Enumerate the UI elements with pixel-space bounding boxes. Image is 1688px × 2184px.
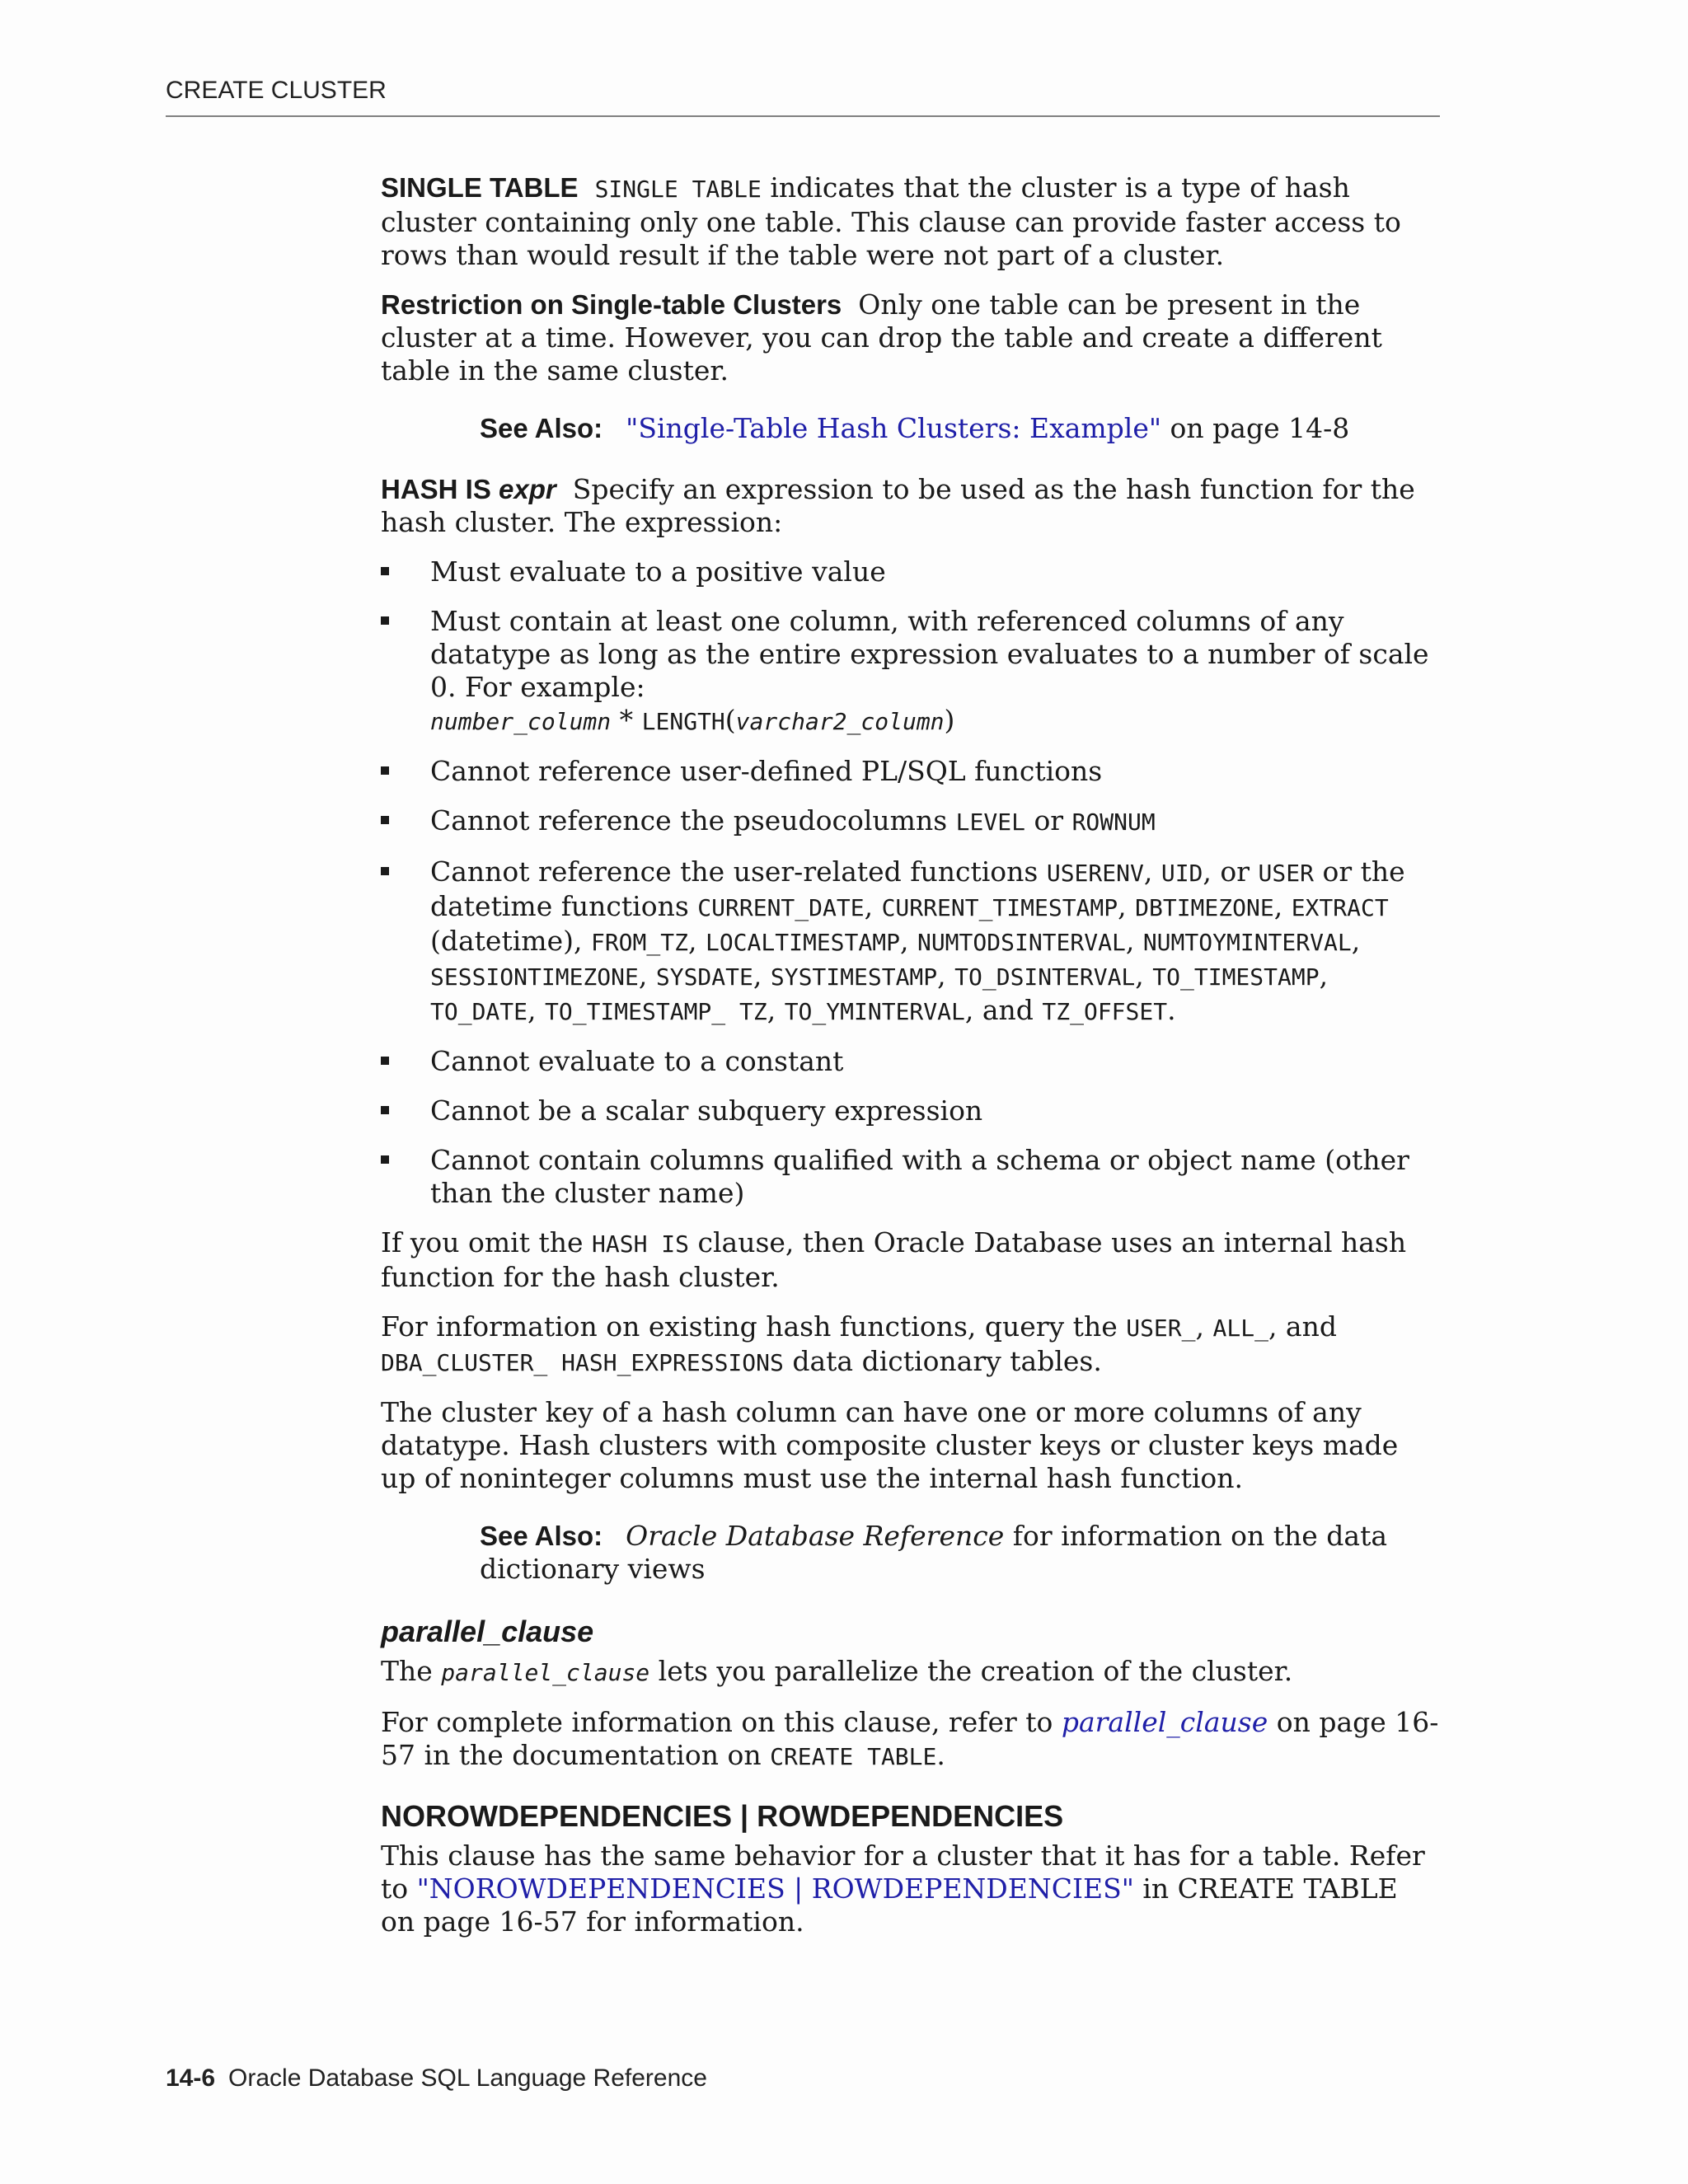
code-function: USER (1258, 860, 1314, 887)
rowdependencies-heading: NOROWDEPENDENCIES | ROWDEPENDENCIES (381, 1799, 1064, 1833)
hash-is-expr-label: expr (499, 474, 556, 504)
paragraph-text: data dictionary tables. (783, 1345, 1102, 1377)
parallel-clause-paragraph-2 (381, 1706, 1440, 1774)
see-also-2-label: See Also: (480, 1521, 603, 1551)
code-hash-is: HASH IS (592, 1230, 690, 1258)
code-function: TO_YMINTERVAL (784, 998, 965, 1025)
paragraph-text: For information on existing hash functions, query the (381, 1310, 1127, 1343)
omit-hash-is-paragraph (381, 1226, 1440, 1294)
list-item-text: Cannot evaluate to a constant (430, 1045, 844, 1077)
code-function: SYSDATE (655, 963, 753, 991)
paren-open: ( (724, 704, 736, 736)
code-function: CURRENT_TIMESTAMP (881, 894, 1118, 921)
code-function: USERENV (1046, 860, 1144, 887)
header-rule (166, 115, 1440, 117)
code-all-prefix: ALL_ (1212, 1315, 1268, 1342)
list-item (381, 555, 1440, 588)
list-item (381, 1045, 1440, 1078)
list-item-text: Cannot reference the user-related functions (430, 855, 1047, 888)
parallel-clause-link[interactable]: parallel_clause (1061, 1706, 1268, 1738)
bullet-icon (381, 1155, 389, 1164)
list-item: Cannot reference the user-related functions USERENV, UID, or USER or the datetime functions CURRENT_DATE, CURRENT_TIMESTAMP, DBTIMEZONE, EXTRACT (datetime), FROM_TZ, LOCALTIMESTAMP, NUMTODSINTERVAL, NUMTOYMINTERVAL, SESSIONTIMEZONE, SYSDATE, SYSTIMESTAMP, TO_DSINTERVAL, TO_TIMESTAMP, TO_DATE, TO_TIMESTAMP_ TZ, TO_YMINTERVAL, and TZ_OFFSET. (381, 855, 1440, 1029)
operator-text: * (611, 704, 642, 736)
code-function: SYSTIMESTAMP (770, 963, 938, 991)
list-item (381, 755, 1440, 788)
code-function: LOCALTIMESTAMP (705, 929, 900, 956)
paragraph-text: in CREATE TABLE on page 16-57 for information. (381, 1872, 1398, 1938)
running-head: CREATE CLUSTER (166, 77, 387, 104)
hash-is-paragraph (381, 473, 1440, 539)
list-item-text: Cannot contain columns qualified with a schema or object name (other than the cluster name) (430, 1144, 1409, 1209)
list-item (381, 1144, 1440, 1210)
paragraph-text: clause, then Oracle Database uses an internal hash function for the hash cluster. (381, 1226, 1407, 1293)
code-function: NUMTODSINTERVAL (917, 929, 1126, 956)
bullet-icon (381, 1106, 389, 1114)
code-number-column: number_column (430, 708, 612, 735)
code-dba-cluster-hash-expressions: DBA_CLUSTER_ HASH_EXPRESSIONS (381, 1349, 784, 1376)
single-table-paragraph (381, 171, 1440, 272)
paragraph-text: The (381, 1655, 442, 1687)
code-parallel-clause: parallel_clause (441, 1659, 650, 1686)
list-item-text: Cannot reference the pseudocolumns (430, 804, 956, 837)
list-item (381, 605, 1440, 738)
bullet-icon (381, 867, 389, 875)
hash-functions-info-paragraph: For information on existing hash functions, query the USER_, ALL_, and DBA_CLUSTER_ HASH_EXPRESSIONS data dictionary tables. (381, 1310, 1337, 1377)
see-also-1-label: See Also: (480, 413, 603, 443)
list-item-text: Cannot be a scalar subquery expression (430, 1094, 983, 1127)
datetime-text: (datetime), (430, 925, 591, 957)
code-function: NUMTOYMINTERVAL (1142, 929, 1352, 956)
and-text: , and (1268, 1310, 1337, 1343)
see-also-2-text: for information on the data dictionary views (480, 1520, 1388, 1585)
code-function: CURRENT_DATE (697, 894, 865, 921)
restriction-text: Only one table can be present in the cluster at a time. However, you can drop the table and create a different table in the same cluster. (381, 288, 1382, 387)
period-text: . (1167, 994, 1176, 1026)
see-also-1-suffix: on page 14-8 (1161, 412, 1350, 444)
main-content (381, 171, 1440, 1955)
single-table-label: SINGLE TABLE (381, 172, 579, 203)
code-function: SESSIONTIMEZONE (430, 963, 639, 991)
rowdependencies-link[interactable]: "NOROWDEPENDENCIES | ROWDEPENDENCIES" (416, 1872, 1134, 1905)
bullet-icon (381, 616, 389, 625)
code-function: UID (1160, 860, 1203, 887)
code-rownum: ROWNUM (1071, 808, 1156, 836)
list-item-text: or the datetime functions (430, 855, 1405, 922)
paren-close: ) (944, 704, 955, 736)
see-also-1-link[interactable]: "Single-Table Hash Clusters: Example" (626, 412, 1162, 444)
page-number: 14-6 (166, 2064, 216, 2092)
or-text: or (1025, 804, 1072, 837)
or-text: , or (1203, 855, 1259, 888)
code-varchar2-column: varchar2_column (735, 708, 945, 735)
code-level: LEVEL (955, 808, 1025, 836)
cluster-key-paragraph: The cluster key of a hash column can have one or more columns of any datatype. Hash clusters with composite cluster keys or cluster keys made up of noninteger columns must use the internal hash function. (381, 1396, 1399, 1494)
code-create-table: CREATE TABLE (770, 1743, 937, 1770)
code-function: TO_DATE (430, 998, 528, 1025)
see-also-1 (480, 412, 1440, 445)
bullet-icon (381, 816, 389, 824)
paragraph-text: If you omit the (381, 1226, 592, 1258)
hash-is-label: HASH IS (381, 474, 499, 504)
restriction-paragraph (381, 288, 1440, 387)
paragraph-text: lets you parallelize the creation of the cluster. (649, 1655, 1293, 1687)
paragraph-text: For complete information on this clause, refer to (381, 1706, 1062, 1738)
paragraph-text: This clause has the same behavior for a cluster that it has for a table. Refer to (381, 1840, 1425, 1905)
see-also-2 (480, 1520, 1440, 1586)
paragraph-text: on page 16-57 in the documentation on (381, 1706, 1439, 1771)
bullet-icon (381, 567, 389, 575)
single-table-text: indicates that the cluster is a type of hash cluster containing only one table. This clause can provide faster access to rows than would result if the table were not part of a cluster. (381, 171, 1401, 271)
page-footer (166, 2064, 707, 2093)
list-item (381, 804, 1440, 839)
parallel-clause-heading: parallel_clause (381, 1615, 594, 1648)
list-item-text: Must evaluate to a positive value (430, 555, 886, 588)
code-function: DBTIMEZONE (1135, 894, 1274, 921)
code-function: TZ_OFFSET (1042, 998, 1168, 1025)
code-function: EXTRACT (1291, 894, 1389, 921)
book-title: Oracle Database SQL Language Reference (228, 2064, 707, 2092)
rowdependencies-paragraph (381, 1840, 1440, 1938)
code-function: TO_TIMESTAMP (1152, 963, 1320, 991)
period-text: . (936, 1739, 945, 1771)
code-user-prefix: USER_ (1126, 1315, 1196, 1342)
hash-is-text: Specify an expression to be used as the hash function for the hash cluster. The expression: (381, 473, 1415, 538)
code-function: TO_DSINTERVAL (954, 963, 1136, 991)
bullet-icon (381, 766, 389, 775)
code-function: TO_TIMESTAMP_ TZ (545, 998, 767, 1025)
parallel-clause-paragraph-1 (381, 1655, 1440, 1690)
bullet-icon (381, 1057, 389, 1065)
single-table-code: SINGLE TABLE (594, 176, 762, 203)
and-text: , and (964, 994, 1043, 1026)
list-item-text: Must contain at least one column, with referenced columns of any datatype as long as the entire expression evaluates to a number of scale 0. For example: (430, 605, 1429, 703)
list-item-text: Cannot reference user-defined PL/SQL functions (430, 755, 1103, 787)
list-item (381, 1094, 1440, 1127)
hash-is-rules-list (381, 555, 1440, 1210)
code-function: FROM_TZ (590, 929, 688, 956)
restriction-label: Restriction on Single-table Clusters (381, 289, 842, 320)
see-also-2-reference: Oracle Database Reference (626, 1520, 1005, 1552)
code-length: LENGTH (641, 708, 725, 735)
